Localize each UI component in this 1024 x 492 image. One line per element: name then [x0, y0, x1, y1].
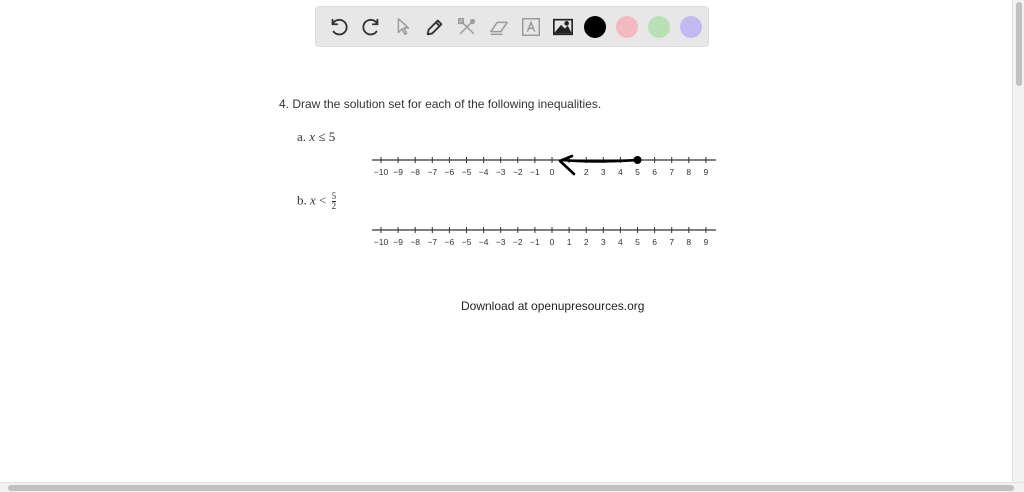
number-line-b-tick-label: 4: [618, 237, 623, 247]
number-line-a-tick-label: −7: [427, 167, 438, 177]
number-line-a-tick-label: 7: [669, 167, 675, 177]
select-tool-button[interactable]: [387, 11, 419, 43]
text-box-button[interactable]: [515, 11, 547, 43]
number-line-b-tick-label: 6: [652, 237, 657, 247]
part-b-label: [297, 192, 336, 211]
number-line-b-tick-label: −7: [427, 237, 438, 247]
redo-button[interactable]: [355, 11, 387, 43]
number-line-a: [370, 150, 720, 180]
question-text: 4. Draw the solution set for each of the following inequalities.: [279, 97, 602, 111]
number-line-b-tick-label: −3: [495, 237, 506, 247]
part-a-prefix: a.: [297, 129, 307, 144]
closed-point: [634, 156, 642, 164]
pen-tool-button[interactable]: [419, 11, 451, 43]
tools-icon: [456, 16, 478, 38]
number-line-a-tick-label: −1: [530, 167, 540, 177]
solution-ray: [562, 160, 638, 162]
number-line-b-tick-label: −9: [393, 237, 403, 247]
number-line-a-tick-label: −4: [478, 167, 489, 177]
undo-button[interactable]: [323, 11, 355, 43]
vertical-scroll-thumb[interactable]: [1016, 2, 1022, 86]
number-line-b-tick-label: −8: [410, 237, 421, 247]
eraser-icon: [488, 16, 510, 38]
vertical-scrollbar[interactable]: [1012, 0, 1024, 482]
number-line-b-tick-label: 9: [703, 237, 709, 247]
text-box-icon: [520, 16, 542, 38]
solution-arrowhead: [560, 156, 574, 174]
number-line-a-tick-label: −2: [512, 167, 523, 177]
horizontal-scroll-thumb[interactable]: [8, 485, 1014, 491]
number-line-a-tick-label: 0: [549, 167, 555, 177]
number-line-a-tick-label: 3: [600, 167, 606, 177]
eraser-button[interactable]: [483, 11, 515, 43]
number-line-a-tick-label: 5: [635, 167, 640, 177]
color-swatch-pink: [616, 16, 638, 38]
number-line-a-tick-label: −10: [373, 167, 389, 177]
pen-icon: [424, 16, 446, 38]
number-line-b-tick-label: 5: [635, 237, 640, 247]
number-line-b-tick-label: −5: [461, 237, 472, 247]
number-line-b-tick-label: 0: [549, 237, 555, 247]
number-line-b-tick-label: 2: [583, 237, 589, 247]
part-b-numerator: 5: [331, 191, 337, 201]
color-swatch-black: [584, 16, 606, 38]
number-line-b-tick-label: −2: [512, 237, 523, 247]
part-b-denominator: 2: [331, 201, 337, 211]
part-b-variable: x: [310, 192, 316, 208]
color-swatch-green: [648, 16, 670, 38]
select-pointer-icon: [392, 16, 414, 38]
undo-icon: [328, 16, 350, 38]
download-link[interactable]: Download at openupresources.org: [461, 299, 645, 313]
part-a-variable: x: [309, 129, 316, 144]
part-b-fraction: [332, 192, 337, 211]
number-line-a-tick-label: −9: [393, 167, 403, 177]
number-line-b-tick-label: 7: [669, 237, 675, 247]
part-a-operator: ≤: [318, 129, 326, 144]
number-line-b-tick-label: −4: [478, 237, 489, 247]
number-line-b-tick-label: −1: [530, 237, 540, 247]
number-line-b-tick-label: 8: [686, 237, 692, 247]
number-line-a-tick-label: −6: [444, 167, 455, 177]
number-line-b: [370, 220, 720, 250]
tools-button[interactable]: [451, 11, 483, 43]
redo-icon: [360, 16, 382, 38]
part-b-operator: <: [319, 192, 327, 208]
part-b-prefix: b.: [297, 192, 307, 208]
number-line-b-tick-label: 3: [600, 237, 606, 247]
number-line-a-tick-label: −5: [461, 167, 472, 177]
color-pink-button[interactable]: [611, 11, 643, 43]
number-line-a-tick-label: −8: [410, 167, 421, 177]
color-green-button[interactable]: [643, 11, 675, 43]
number-line-a-tick-label: 2: [583, 167, 589, 177]
image-icon: [552, 16, 574, 38]
color-swatch-purple: [680, 16, 702, 38]
part-a-rhs: 5: [328, 129, 336, 144]
number-line-a-tick-label: 9: [703, 167, 709, 177]
number-line-a-tick-label: −3: [495, 167, 506, 177]
insert-image-button[interactable]: [547, 11, 579, 43]
color-black-button[interactable]: [579, 11, 611, 43]
number-line-b-tick-label: 1: [566, 237, 572, 247]
number-line-b-tick-label: −6: [444, 237, 455, 247]
number-line-a-tick-label: 6: [652, 167, 657, 177]
number-line-a-tick-label: 8: [686, 167, 692, 177]
part-a-label: [297, 129, 335, 145]
color-purple-button[interactable]: [675, 11, 707, 43]
drawing-toolbar: [315, 6, 709, 47]
horizontal-scrollbar[interactable]: [0, 482, 1024, 492]
number-line-a-tick-label: 4: [618, 167, 623, 177]
number-line-b-tick-label: −10: [373, 237, 389, 247]
